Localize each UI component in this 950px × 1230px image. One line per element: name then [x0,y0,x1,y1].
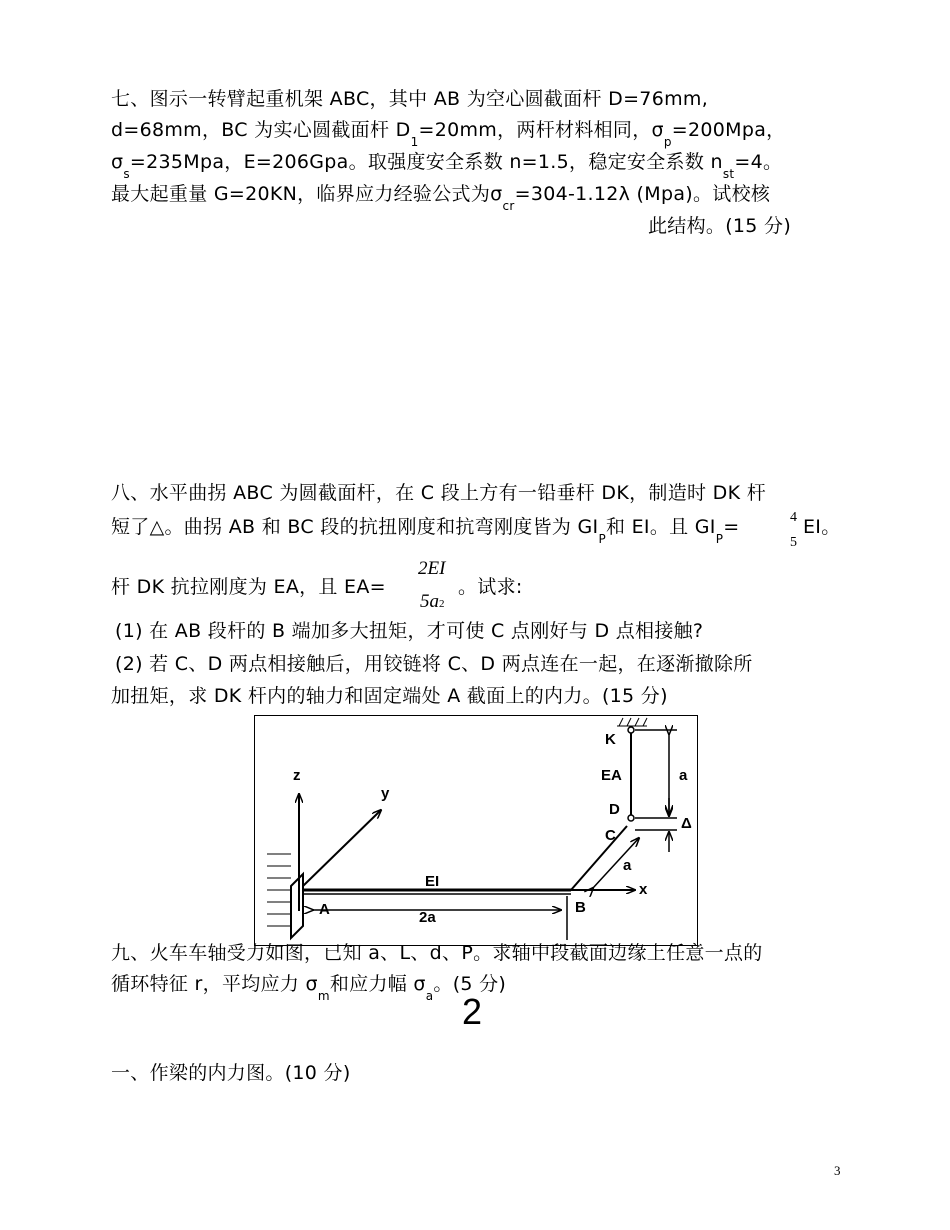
q8-frac2-exponent: 2 [439,598,445,610]
q7-line2-sub1: 1 [410,135,419,149]
label-a-diagonal: a [623,857,632,874]
q8-line2-sub2: P [715,532,724,546]
q8-line2-tail: EI。 [803,516,841,538]
q7-line2-sub2: p [663,135,672,149]
label-d-point: D [609,801,620,818]
q7-line3-sub2: st [722,167,735,181]
label-2a: 2a [419,909,436,926]
label-ei: EI [425,873,440,890]
q7-line4-sub: cr [502,199,515,213]
q8-line3-tail: 。试求: [458,576,523,598]
wall-block [291,874,303,938]
big-number: 2 [462,991,483,1032]
q7-line2-a: d=68mm，BC 为实心圆截面杆 D [111,119,411,141]
q8-line2 [111,516,740,546]
label-y: y [381,785,390,802]
label-c-point: C [605,827,616,844]
q7-line2 [111,119,786,149]
support-k [617,718,647,726]
label-x: x [639,881,648,898]
label-ea: EA [601,767,622,784]
q8-item1: (1) 在 AB 段杆的 B 端加多大扭矩，才可使 C 点刚好与 D 点相接触? [115,620,704,642]
label-delta: Δ [681,815,692,832]
q8-line1: 八、水平曲拐 ABC 为圆截面杆，在 C 段上方有一铅垂杆 DK，制造时 DK 杆 [111,482,766,504]
q7-line2-b: =20mm，两杆材料相同，σ [418,119,664,141]
hinge-k [628,727,634,733]
q8-frac2-den-text: 5a [420,591,439,612]
q7-line3-b: =235Mpa，E=206Gpa。取强度安全系数 n=1.5，稳定安全系数 n [129,151,723,173]
q7-line4-b: =304-1.12λ (Mpa)。试校核 [514,183,771,205]
q7-line1: 七、图示一转臂起重机架 ABC，其中 AB 为空心圆截面杆 D=76mm, [111,88,709,110]
q7-line3-c: =4。 [734,151,783,173]
q9-line1: 九、火车车轴受力如图，已知 a、L、d、P。求轴中段截面边缘上任意一点的 [111,942,763,964]
y-axis [303,810,381,886]
q7-line4-a: 最大起重量 G=20KN，临界应力经验公式为σ [111,183,503,205]
q8-frac1-numerator: 4 [790,510,797,525]
q7-line2-c: =200Mpa， [671,119,786,141]
label-z: z [293,767,301,784]
q8-line2-sub1: P [598,532,606,546]
q9-line2-a: 循环特征 r，平均应力 σ [111,973,318,995]
q8-line2-a: 短了△。曲拐 AB 和 BC 段的抗扭刚度和抗弯刚度皆为 GI [111,516,599,538]
dim-a-diagonal [593,838,639,888]
label-b-point: B [575,899,586,916]
q8-frac2-denominator [420,591,445,613]
q9-line2-b: 和应力幅 σ [329,973,426,995]
q8-item2a: (2) 若 C、D 两点相接触后，用铰链将 C、D 两点连在一起，在逐渐撤除所 [115,653,753,675]
q8-frac1-denominator: 5 [790,535,797,550]
q9-line2-sub2: a [425,989,434,1003]
q7-line3-sub1: s [123,167,130,181]
label-k-point: K [605,731,616,748]
hinge-d [628,815,634,821]
q9-line2-sub1: m [317,989,330,1003]
crank-diagram [255,716,697,945]
page-number: 3 [834,1163,841,1178]
section1-heading: 一、作梁的内力图。(10 分) [111,1062,351,1084]
q7-line5: 此结构。(15 分) [648,215,792,237]
q8-line2-b: 和 EI。且 GI [605,516,716,538]
fixed-support [267,854,291,926]
crank-figure [254,715,698,946]
q8-line3: 杆 DK 抗拉刚度为 EA，且 EA= [111,576,386,598]
q7-line3-a: σ [111,151,124,173]
q8-item2b: 加扭矩，求 DK 杆内的轴力和固定端处 A 截面上的内力。(15 分) [111,685,668,707]
q7-line4 [111,183,771,213]
label-a-point: A [319,901,330,918]
q8-line2-c: = [723,516,740,538]
label-a-vertical: a [679,767,688,784]
q7-line3 [111,151,783,181]
q9-line2-c: 。(5 分) [433,973,507,995]
q9-line2 [111,973,507,1003]
q8-frac2-numerator: 2EI [418,558,446,579]
